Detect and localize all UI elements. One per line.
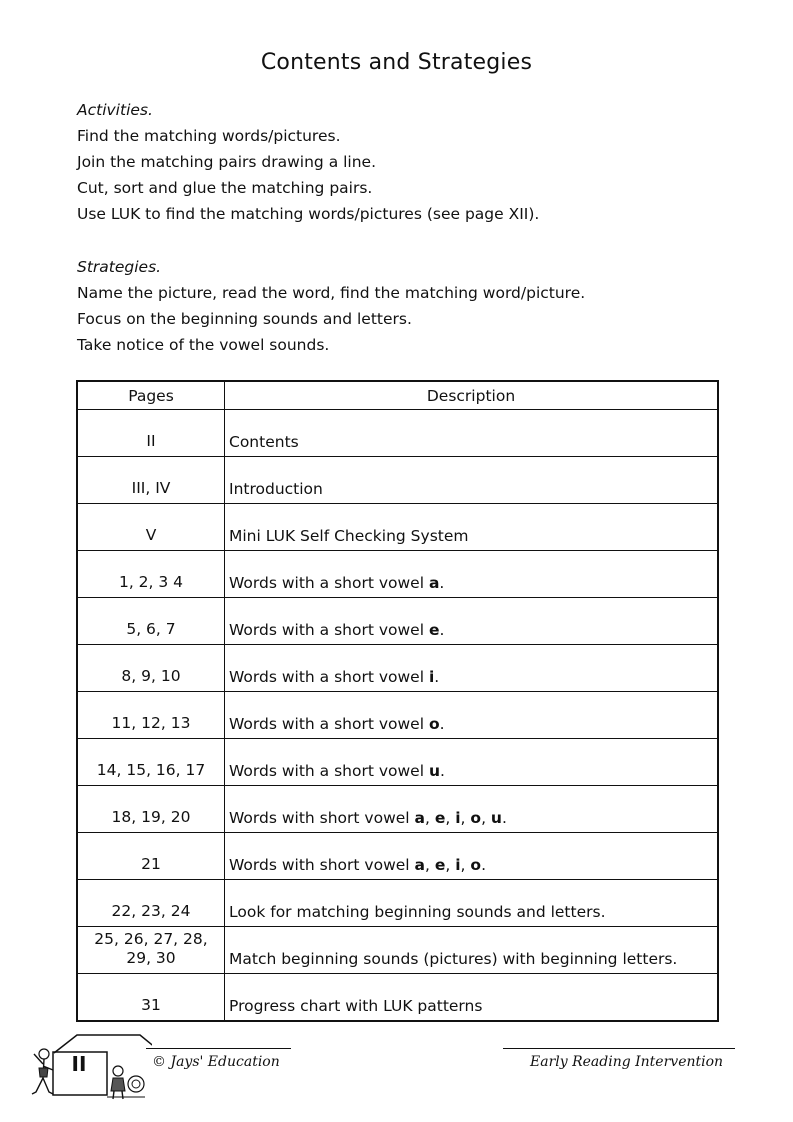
strategies-heading: Strategies. — [77, 258, 162, 276]
description-text: Words with a short vowel — [229, 621, 429, 639]
activity-item: Join the matching pairs drawing a line. — [77, 153, 377, 171]
description-text: Words with a short vowel — [229, 574, 429, 592]
description-cell: Words with short vowel a, e, i, o. — [225, 833, 719, 880]
table-row — [77, 410, 718, 457]
vowel-letter: a — [414, 856, 425, 874]
description-cell — [225, 410, 719, 457]
vowel-letter: o — [470, 809, 482, 827]
description-text: Words with a short vowel — [229, 668, 429, 686]
description-cell — [225, 739, 719, 786]
vowel-letter: u — [490, 809, 502, 827]
activity-item: Cut, sort and glue the matching pairs. — [77, 179, 373, 197]
strategy-item: Focus on the beginning sounds and letters. — [77, 310, 412, 328]
vowel-letter: i — [428, 668, 435, 686]
description-cell — [225, 457, 719, 504]
description-cell — [225, 974, 719, 1021]
description-column-header: Description — [225, 381, 719, 410]
pages-cell: 11, 12, 13 — [77, 692, 225, 739]
child-figure-icon — [30, 1046, 56, 1102]
table-row — [77, 457, 718, 504]
description-text: Words with a short vowel — [229, 762, 429, 780]
pages-cell: 31 — [77, 974, 225, 1021]
table-header-row — [77, 381, 718, 410]
table-row — [77, 927, 718, 974]
description-cell — [225, 645, 719, 692]
copyright-text: © Jays' Education — [152, 1054, 280, 1070]
table-row — [77, 786, 718, 833]
pages-cell: 25, 26, 27, 28, 29, 30 — [77, 927, 225, 974]
pages-cell: 21 — [77, 833, 225, 880]
table-row — [77, 692, 718, 739]
description-cell: Words with short vowel a, e, i, o, u. — [225, 786, 719, 833]
contents-table — [76, 380, 719, 1022]
pages-cell: V — [77, 504, 225, 551]
table-row — [77, 598, 718, 645]
description-cell — [225, 927, 719, 974]
description-text: Words with short vowel — [229, 809, 415, 827]
activity-item: Find the matching words/pictures. — [77, 127, 341, 145]
description-suffix: . — [434, 668, 440, 686]
activities-heading: Activities. — [77, 101, 153, 119]
description-text: Match beginning sounds (pictures) with beginning letters. — [229, 950, 678, 968]
footer-rule-right — [503, 1048, 735, 1049]
pages-cell: III, IV — [77, 457, 225, 504]
footer-rule-left — [146, 1048, 291, 1049]
table-row — [77, 504, 718, 551]
pages-cell: 22, 23, 24 — [77, 880, 225, 927]
description-suffix: . — [501, 809, 507, 827]
vowel-letter: o — [470, 856, 482, 874]
vowel-letter: i — [455, 809, 461, 827]
page-number: II — [71, 1052, 87, 1076]
description-cell — [225, 551, 719, 598]
description-suffix: . — [439, 715, 445, 733]
table-row — [77, 880, 718, 927]
pages-cell: 18, 19, 20 — [77, 786, 225, 833]
pages-cell: 5, 6, 7 — [77, 598, 225, 645]
description-text: Introduction — [229, 480, 323, 498]
children-group-icon — [105, 1063, 149, 1101]
description-cell — [225, 504, 719, 551]
pages-column-header: Pages — [77, 381, 225, 410]
pages-cell: 1, 2, 3 4 — [77, 551, 225, 598]
description-text: Progress chart with LUK patterns — [229, 996, 483, 1015]
strategies-section — [77, 254, 585, 358]
pages-cell: 14, 15, 16, 17 — [77, 739, 225, 786]
description-text: Words with short vowel — [229, 856, 415, 874]
activities-section — [77, 97, 539, 227]
vowel-letter: e — [434, 809, 446, 827]
description-text: Look for matching beginning sounds and letters. — [229, 903, 606, 921]
vowel-letter: a — [414, 809, 425, 827]
description-suffix: . — [439, 621, 445, 639]
vowel-letter: e — [434, 856, 446, 874]
activity-item: Use LUK to find the matching words/pictures (see page XII). — [77, 205, 540, 223]
contents-table-body — [77, 410, 718, 1021]
description-suffix: . — [440, 762, 445, 780]
strategy-item: Name the picture, read the word, find the matching word/picture. — [77, 284, 586, 302]
table-row — [77, 974, 718, 1021]
strategy-item: Take notice of the vowel sounds. — [77, 336, 330, 354]
description-text: Words with a short vowel — [229, 715, 429, 733]
table-row — [77, 645, 718, 692]
description-cell — [225, 692, 719, 739]
vowel-letter: a — [428, 574, 440, 592]
description-cell — [225, 598, 719, 645]
pages-cell: II — [77, 410, 225, 457]
vowel-letter: i — [455, 856, 461, 874]
vowel-letter: e — [428, 621, 440, 639]
description-text: Mini LUK Self Checking System — [229, 527, 469, 545]
vowel-letter: o — [428, 715, 440, 733]
series-title: Early Reading Intervention — [530, 1054, 724, 1070]
table-row — [77, 739, 718, 786]
page-title: Contents and Strategies — [260, 50, 533, 75]
description-suffix: . — [439, 574, 445, 592]
description-suffix: . — [481, 856, 486, 874]
vowel-letter: u — [428, 762, 440, 780]
description-text: Contents — [229, 433, 299, 451]
pages-cell: 8, 9, 10 — [77, 645, 225, 692]
table-row — [77, 551, 718, 598]
table-row — [77, 833, 718, 880]
description-cell — [225, 880, 719, 927]
